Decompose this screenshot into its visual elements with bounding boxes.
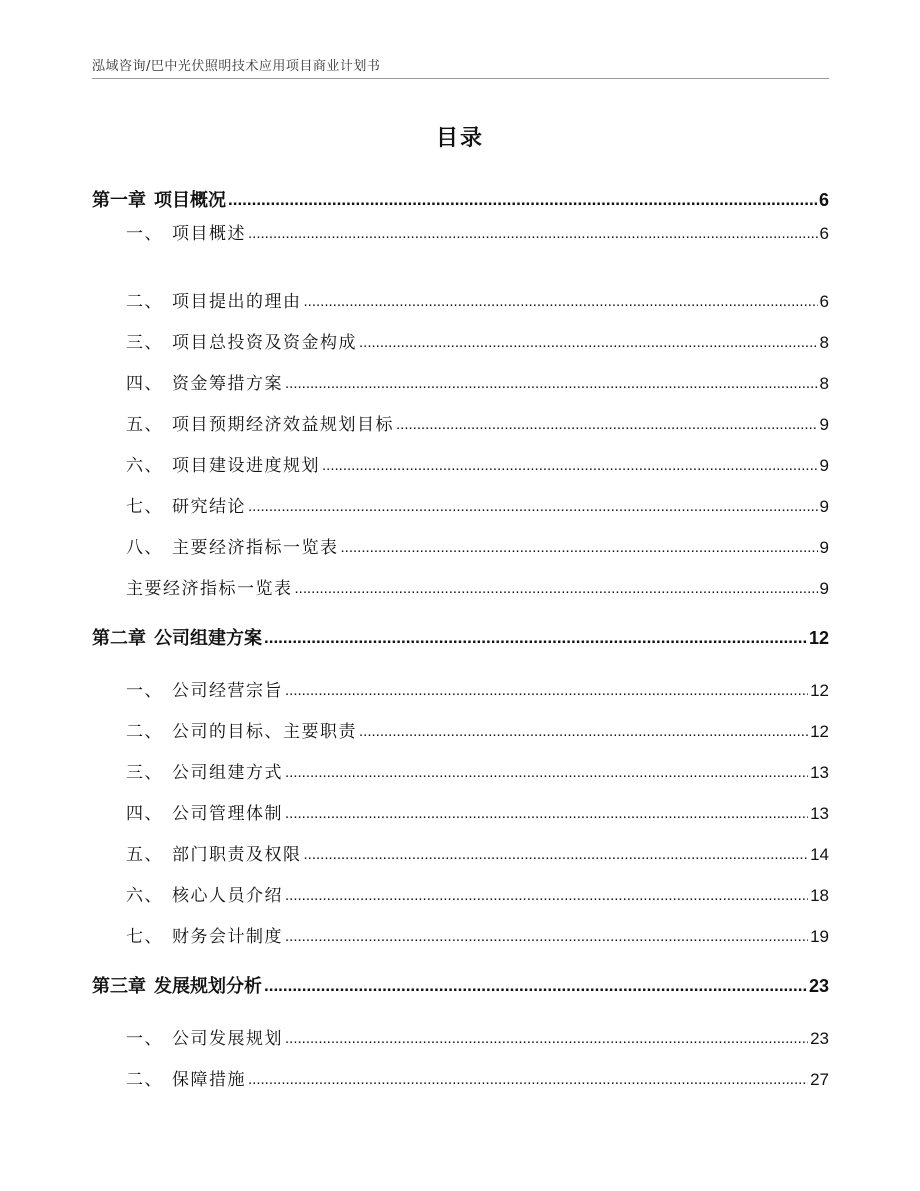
toc-page-number: 13 xyxy=(810,763,829,782)
toc-section-number: 五、 xyxy=(126,845,163,865)
toc-section[interactable] xyxy=(126,328,829,353)
toc-page-number: 9 xyxy=(819,497,829,516)
toc-section[interactable] xyxy=(126,717,829,742)
toc-chapter-number: 第二章 xyxy=(92,628,146,649)
toc-chapter-label: 项目概况 xyxy=(154,190,226,211)
toc-leader-dots xyxy=(285,885,808,905)
toc-section-number: 六、 xyxy=(126,456,163,476)
toc-chapter-label: 公司组建方案 xyxy=(154,628,262,649)
toc-section-label: 部门职责及权限 xyxy=(172,845,302,865)
toc-page-number: 23 xyxy=(808,976,829,996)
toc-leader-dots xyxy=(295,578,818,598)
toc-leader-dots xyxy=(322,455,818,475)
toc-section-label: 主要经济指标一览表 xyxy=(172,538,339,558)
toc-page-number: 19 xyxy=(810,927,829,946)
toc-leader-dots xyxy=(285,803,808,823)
toc-chapter-label: 发展规划分析 xyxy=(154,976,262,997)
toc-section-label: 公司管理体制 xyxy=(172,804,283,824)
toc-section-number: 七、 xyxy=(126,497,163,517)
toc-section[interactable] xyxy=(126,492,829,517)
toc-page-number: 8 xyxy=(819,374,829,393)
toc-section-number: 三、 xyxy=(126,333,163,353)
toc-section-label: 资金筹措方案 xyxy=(172,374,283,394)
toc-page-number: 6 xyxy=(819,292,829,311)
toc-section[interactable] xyxy=(126,219,829,244)
toc-page-number: 9 xyxy=(819,415,829,434)
toc-section-number: 七、 xyxy=(126,927,163,947)
toc-leader-dots xyxy=(341,537,818,557)
toc-section-label: 核心人员介绍 xyxy=(172,886,283,906)
toc-leader-dots xyxy=(228,189,817,210)
toc-leader-dots xyxy=(248,496,818,516)
toc-leader-dots xyxy=(248,1069,808,1089)
toc-section[interactable] xyxy=(126,1065,829,1090)
toc-section-number: 一、 xyxy=(126,681,163,701)
toc-page-number: 12 xyxy=(808,628,829,648)
toc-section-label: 主要经济指标一览表 xyxy=(126,579,293,599)
toc-section-number: 五、 xyxy=(126,415,163,435)
toc-leader-dots xyxy=(396,414,818,434)
toc-page-number: 14 xyxy=(810,845,829,864)
toc-section[interactable] xyxy=(126,369,829,394)
toc-leader-dots xyxy=(264,975,807,996)
toc-chapter-2[interactable] xyxy=(92,624,829,650)
toc-section-number: 二、 xyxy=(126,722,163,742)
toc-section[interactable] xyxy=(126,1024,829,1049)
toc-section[interactable] xyxy=(126,840,829,865)
toc-leader-dots xyxy=(285,373,818,393)
toc-page-number: 23 xyxy=(810,1029,829,1048)
toc-section-number: 二、 xyxy=(126,1070,163,1090)
toc-page-number: 9 xyxy=(819,579,829,598)
toc-section-number: 六、 xyxy=(126,886,163,906)
toc-section-number: 二、 xyxy=(126,292,163,312)
toc-page-number: 12 xyxy=(810,722,829,741)
toc-page-number: 6 xyxy=(818,190,829,210)
toc-section-label: 财务会计制度 xyxy=(172,927,283,947)
toc-page-number: 18 xyxy=(810,886,829,905)
toc-section[interactable] xyxy=(126,410,829,435)
toc-leader-dots xyxy=(285,926,808,946)
toc-chapter-number: 第三章 xyxy=(92,976,146,997)
toc-leader-dots xyxy=(285,680,808,700)
toc-section-number: 八、 xyxy=(126,538,163,558)
toc-section-label: 保障措施 xyxy=(172,1070,246,1090)
toc-section-label: 项目提出的理由 xyxy=(172,292,302,312)
toc-page-number: 6 xyxy=(819,224,829,243)
running-header: 泓域咨询/巴中光伏照明技术应用项目商业计划书 xyxy=(92,59,381,74)
toc-section[interactable] xyxy=(126,676,829,701)
header-divider xyxy=(92,78,829,79)
toc-section[interactable] xyxy=(126,287,829,312)
toc-page-number: 13 xyxy=(810,804,829,823)
toc-section[interactable] xyxy=(126,799,829,824)
toc-section-label: 项目总投资及资金构成 xyxy=(172,333,357,353)
toc-chapter-number: 第一章 xyxy=(92,190,146,211)
toc-page-number: 12 xyxy=(810,681,829,700)
toc-leader-dots xyxy=(285,1028,808,1048)
toc-section[interactable] xyxy=(126,881,829,906)
toc-leader-dots xyxy=(248,223,818,243)
toc-leader-dots xyxy=(359,332,818,352)
toc-leader-dots xyxy=(285,762,808,782)
toc-section[interactable] xyxy=(126,533,829,558)
toc-leader-dots xyxy=(264,627,807,648)
toc-section-label: 项目概述 xyxy=(172,224,246,244)
toc-section-label: 公司组建方式 xyxy=(172,763,283,783)
toc-title: 目录 xyxy=(435,126,484,151)
toc-section-number: 一、 xyxy=(126,224,163,244)
toc-page-number: 8 xyxy=(819,333,829,352)
toc-section[interactable] xyxy=(126,758,829,783)
toc-section-label: 公司的目标、主要职责 xyxy=(172,722,357,742)
toc-section-label: 公司经营宗旨 xyxy=(172,681,283,701)
toc-section[interactable] xyxy=(126,922,829,947)
toc-leader-dots xyxy=(359,721,808,741)
toc-section-label: 研究结论 xyxy=(172,497,246,517)
toc-chapter-3[interactable] xyxy=(92,972,829,998)
toc-section-label: 项目预期经济效益规划目标 xyxy=(172,415,394,435)
toc-section-number: 四、 xyxy=(126,804,163,824)
toc-section-label: 公司发展规划 xyxy=(172,1029,283,1049)
toc-leader-dots xyxy=(304,844,809,864)
toc-section[interactable] xyxy=(126,574,829,599)
toc-page-number: 9 xyxy=(819,538,829,557)
toc-section-label: 项目建设进度规划 xyxy=(172,456,320,476)
toc-leader-dots xyxy=(304,291,818,311)
toc-section[interactable] xyxy=(126,451,829,476)
toc-section-number: 三、 xyxy=(126,763,163,783)
toc-section-number: 一、 xyxy=(126,1029,163,1049)
toc-page-number: 27 xyxy=(810,1070,829,1089)
toc-section-number: 四、 xyxy=(126,374,163,394)
toc-page-number: 9 xyxy=(819,456,829,475)
toc-chapter-1[interactable] xyxy=(92,186,829,212)
